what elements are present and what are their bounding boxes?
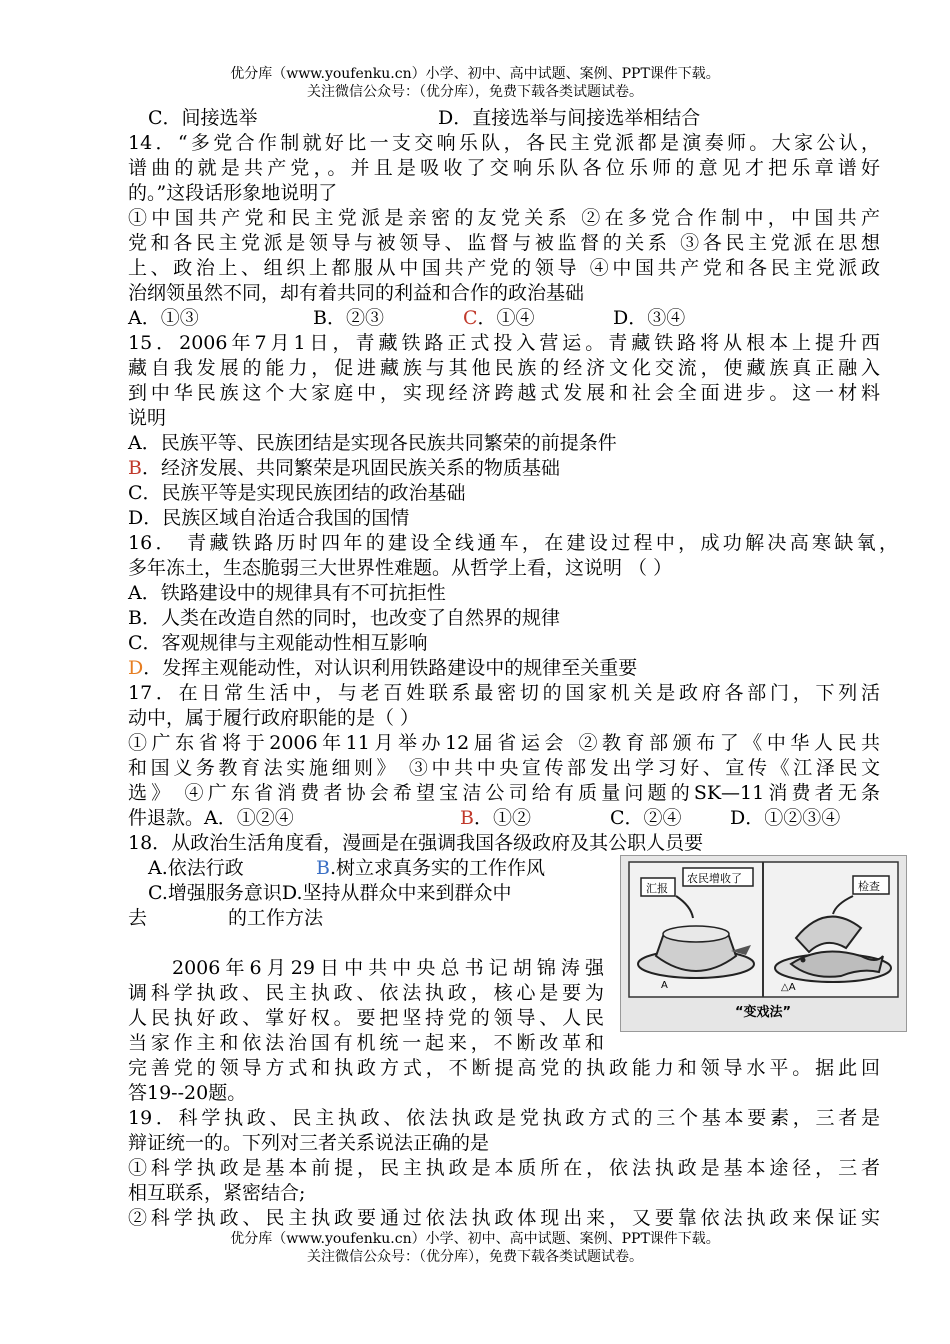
q19-line-2: 辩证统一的。下列对三者关系说法正确的是: [128, 1132, 490, 1154]
q14-option-c: [463, 306, 613, 330]
q15-line-2: 藏自我发展的能力，促进藏族与其他民族的经济文化交流，使藏族真正融入: [128, 357, 880, 379]
page-header-line-1: 优分库（www.youfenku.cn）小学、初中、高中试题、案例、PPT课件下载。: [230, 66, 720, 82]
q18-line-4: [128, 906, 323, 930]
q16-option-a: A．铁路建设中的规律具有不可抗拒性: [128, 582, 446, 604]
q15-line-3: 到中华民族这个大家庭中，实现经济跨越式发展和社会全面进步。这一材料: [128, 382, 880, 404]
q19-line-4: 相互联系，紧密结合;: [128, 1182, 306, 1204]
q18-option-b-letter: B: [316, 857, 330, 879]
q19-line-3: ①科学执政是基本前提，民主执政是本质所在，依法执政是基本途径，三者: [128, 1157, 880, 1179]
q15-option-b-letter: B: [128, 457, 142, 479]
q15-option-d: D．民族区域自治适合我国的国情: [128, 507, 410, 529]
q14-line-4: ①中国共产党和民主党派是亲密的友党关系 ②在多党合作制中，中国共产: [128, 207, 880, 229]
cartoon-caption: “变戏法”: [734, 1005, 792, 1020]
q16-option-b: B．人类在改造自然的同时，也改变了自然界的规律: [128, 607, 560, 629]
q16-option-d-letter: D: [128, 657, 144, 679]
q17-line-1: 17．在日常生活中，与老百姓联系最密切的国家机关是政府各部门，下列活: [128, 682, 880, 704]
cartoon-illustration: [620, 855, 907, 1032]
passage-line-6: 答19--20题。: [128, 1082, 247, 1104]
q18-line-1: 18．从政治生活角度看，漫画是在强调我国各级政府及其公职人员要: [128, 832, 704, 854]
q18-options-ab: [148, 856, 545, 880]
q14-line-7: 治纲领虽然不同，却有着共同的利益和合作的政治基础: [128, 282, 585, 304]
q17-line-5: 选》 ④广东省消费者协会希望宝洁公司给有质量问题的SK—11消费者无条: [128, 782, 880, 804]
q17-option-b-text: ．①②: [473, 807, 531, 829]
cartoon-drawing: [621, 856, 906, 1031]
q14-option-c-letter: C: [463, 307, 478, 329]
q17-option-a: 件退款。A．①②④: [128, 807, 294, 829]
q16-option-d: [128, 656, 637, 680]
q14-option-b: B．②③: [313, 307, 384, 329]
q14-option-c-text: ．①④: [477, 307, 535, 329]
q14-option-a: A．①③: [128, 307, 199, 329]
q14-line-2: 谱曲的就是共产党，。并且是吸收了交响乐队各位乐师的意见才把乐章谱好: [128, 157, 880, 179]
q15-option-b-text: ．经济发展、共同繁荣是巩固民族关系的物质基础: [141, 457, 560, 479]
q14-option-d: D．③④: [613, 307, 686, 329]
q14-options: [128, 306, 685, 330]
cartoon-mark-left: A: [661, 980, 668, 991]
q15-option-a: A．民族平等、民族团结是实现各民族共同繁荣的前提条件: [128, 432, 617, 454]
q18-option-d: D.坚持从群众中来到群众中: [281, 882, 512, 904]
q17-option-b-letter: B: [460, 807, 474, 829]
q16-option-d-text: ．发挥主观能动性，对认识利用铁路建设中的规律至关重要: [143, 657, 638, 679]
q18-line-4a: 去: [128, 907, 148, 929]
q14-line-5: 党和各民主党派是领导与被领导、监督与被监督的关系 ③各民主党派在思想: [128, 232, 880, 254]
page-header-line-2: 关注微信公众号：（优分库），免费下载各类试题试卷。: [307, 84, 643, 100]
q17-line-6: [128, 806, 840, 830]
cartoon-label-left: 汇报: [646, 882, 668, 895]
q17-line-3: ①广东省将于2006年11月举办12届省运会 ②教育部颁布了《中华人民共: [128, 732, 880, 754]
passage-line-2: 调科学执政、民主执政、依法执政，核心是要为: [128, 982, 604, 1004]
q18-options-cd: [148, 881, 512, 905]
q17-line-2: 动中，属于履行政府职能的是（ ）: [128, 707, 420, 729]
q18-option-a: A.依法行政: [148, 857, 244, 879]
q19-line-1: 19．科学执政、民主执政、依法执政是党执政方式的三个基本要素，三者是: [128, 1107, 880, 1129]
q19-line-5: ②科学执政、民主执政要通过依法执政体现出来，又要靠依法执政来保证实: [128, 1207, 880, 1229]
q17-option-c: C．②④: [610, 807, 682, 829]
passage-line-3: 人民执好政、掌好权。要把坚持党的领导、人民: [128, 1007, 604, 1029]
q15-line-1: 15．2006年7月1日，青藏铁路正式投入营运。青藏铁路将从根本上提升西: [128, 332, 880, 354]
cartoon-label-right: 检查: [858, 880, 880, 893]
passage-line-1: 2006年6月29日中共中央总书记胡锦涛强: [172, 957, 604, 979]
passage-line-5: 完善党的领导方式和执政方式，不断提高党的执政能力和领导水平。据此回: [128, 1057, 880, 1079]
q14-line-3: 的。”这段话形象地说明了: [128, 182, 338, 204]
q17-option-b: [460, 806, 610, 830]
q13-option-d: D．直接选举与间接选举相结合: [438, 107, 701, 129]
q13-option-c: C．间接选举: [148, 107, 258, 129]
q18-option-b-text: .树立求真务实的工作作风: [329, 857, 546, 879]
q15-line-4: 说明: [128, 407, 167, 429]
q16-line-2: 多年冻土，生态脆弱三大世界性难题。从哲学上看，这说明 （ ）: [128, 557, 673, 579]
q15-option-b: [128, 456, 560, 480]
q14-line-1: 14．“多党合作制就好比一支交响乐队，各民主党派都是演奏师。大家公认，: [128, 132, 880, 154]
q18-option-c: C.增强服务意识: [148, 882, 282, 904]
cartoon-mark-right: △A: [781, 982, 796, 993]
q18-line-4b: 的工作方法: [228, 907, 324, 929]
passage-line-4: 当家作主和依法治国有机统一起来，不断改革和: [128, 1032, 604, 1054]
q16-option-c: C．客观规律与主观能动性相互影响: [128, 632, 428, 654]
page-footer-line-1: 优分库（www.youfenku.cn）小学、初中、高中试题、案例、PPT课件下载。: [230, 1231, 720, 1247]
page-footer-line-2: 关注微信公众号：（优分库），免费下载各类试题试卷。: [307, 1249, 643, 1265]
q14-line-6: 上、政治上、组织上都服从中国共产党的领导 ④中国共产党和各民主党派政: [128, 257, 880, 279]
q17-option-d: D．①②③④: [730, 807, 841, 829]
cartoon-note-left: 农民增收了: [687, 872, 742, 885]
q17-line-4: 和国义务教育法实施细则》 ③中共中央宣传部发出学习好、宣传《江泽民文: [128, 757, 880, 779]
q15-option-c: C．民族平等是实现民族团结的政治基础: [128, 482, 466, 504]
q16-line-1: 16． 青藏铁路历时四年的建设全线通车，在建设过程中，成功解决高寒缺氧，: [128, 532, 898, 554]
